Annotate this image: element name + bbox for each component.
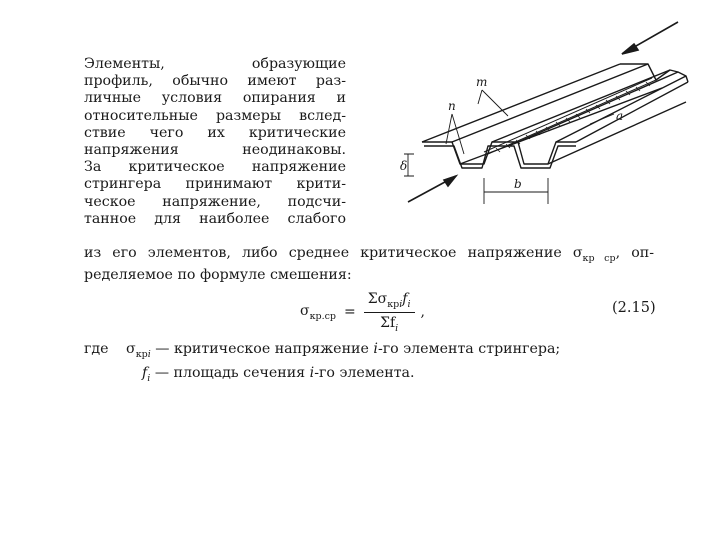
fraction-numerator: $\Sigma\sigma_{крi}f_i$: [364, 291, 415, 313]
paragraph-line: относительные размеры вслед-: [84, 107, 346, 124]
paragraph-line: личные условия опирания и: [84, 90, 346, 107]
profile-extrusion-edges: [422, 64, 688, 142]
formula-fraction: [364, 291, 415, 334]
equation-number: (2.15): [612, 300, 656, 316]
paragraph-line: танное для наиболее слабого: [84, 210, 346, 227]
equals-sign: =: [344, 304, 356, 320]
label-b: b: [514, 177, 522, 191]
fraction-denominator: $\Sigma f_i$: [380, 314, 399, 334]
paragraph-line: из его элементов, либо среднее критическое напряжение $\sigma_{кр ср}$, оп-: [84, 245, 654, 264]
stringer-profile-figure: [400, 14, 690, 214]
continuation-paragraph: [84, 245, 654, 284]
paragraph-line: профиль, обычно имеют раз-: [84, 73, 346, 90]
paragraph-line: напряжения неодинаковы.: [84, 142, 346, 159]
definition-row: $f_i$ — площадь сечения i-го элемента.: [142, 364, 415, 384]
paragraph-line: За критическое напряжение: [84, 159, 346, 176]
formula-lhs: $\sigma_{кр.ср}$: [300, 302, 337, 322]
label-m: m: [476, 75, 488, 89]
wrapped-paragraph: [84, 56, 346, 228]
paragraph-line: Элементы, образующие: [84, 56, 346, 72]
definition-row: где $\sigma_{крi}$ — критическое напряжение i-го элемента стрингера;: [84, 341, 561, 360]
paragraph-line: стрингера принимают крити-: [84, 176, 346, 193]
variable-definitions: [84, 340, 560, 388]
paragraph-line: ческое напряжение, подсчи-: [84, 193, 346, 210]
label-n: n: [448, 99, 456, 113]
formula-2-15: $\sigma_{кр.ср}$ = $\frac{\Sigma\sigma_{крi}f_i}{\Sigma f_i}$ ,: [300, 290, 425, 334]
label-a: a: [616, 109, 624, 123]
label-delta: δ: [400, 159, 408, 173]
paragraph-line: ределяемое по формуле смешения:: [84, 267, 352, 284]
paragraph-line: ствие чего их критические: [84, 124, 346, 141]
